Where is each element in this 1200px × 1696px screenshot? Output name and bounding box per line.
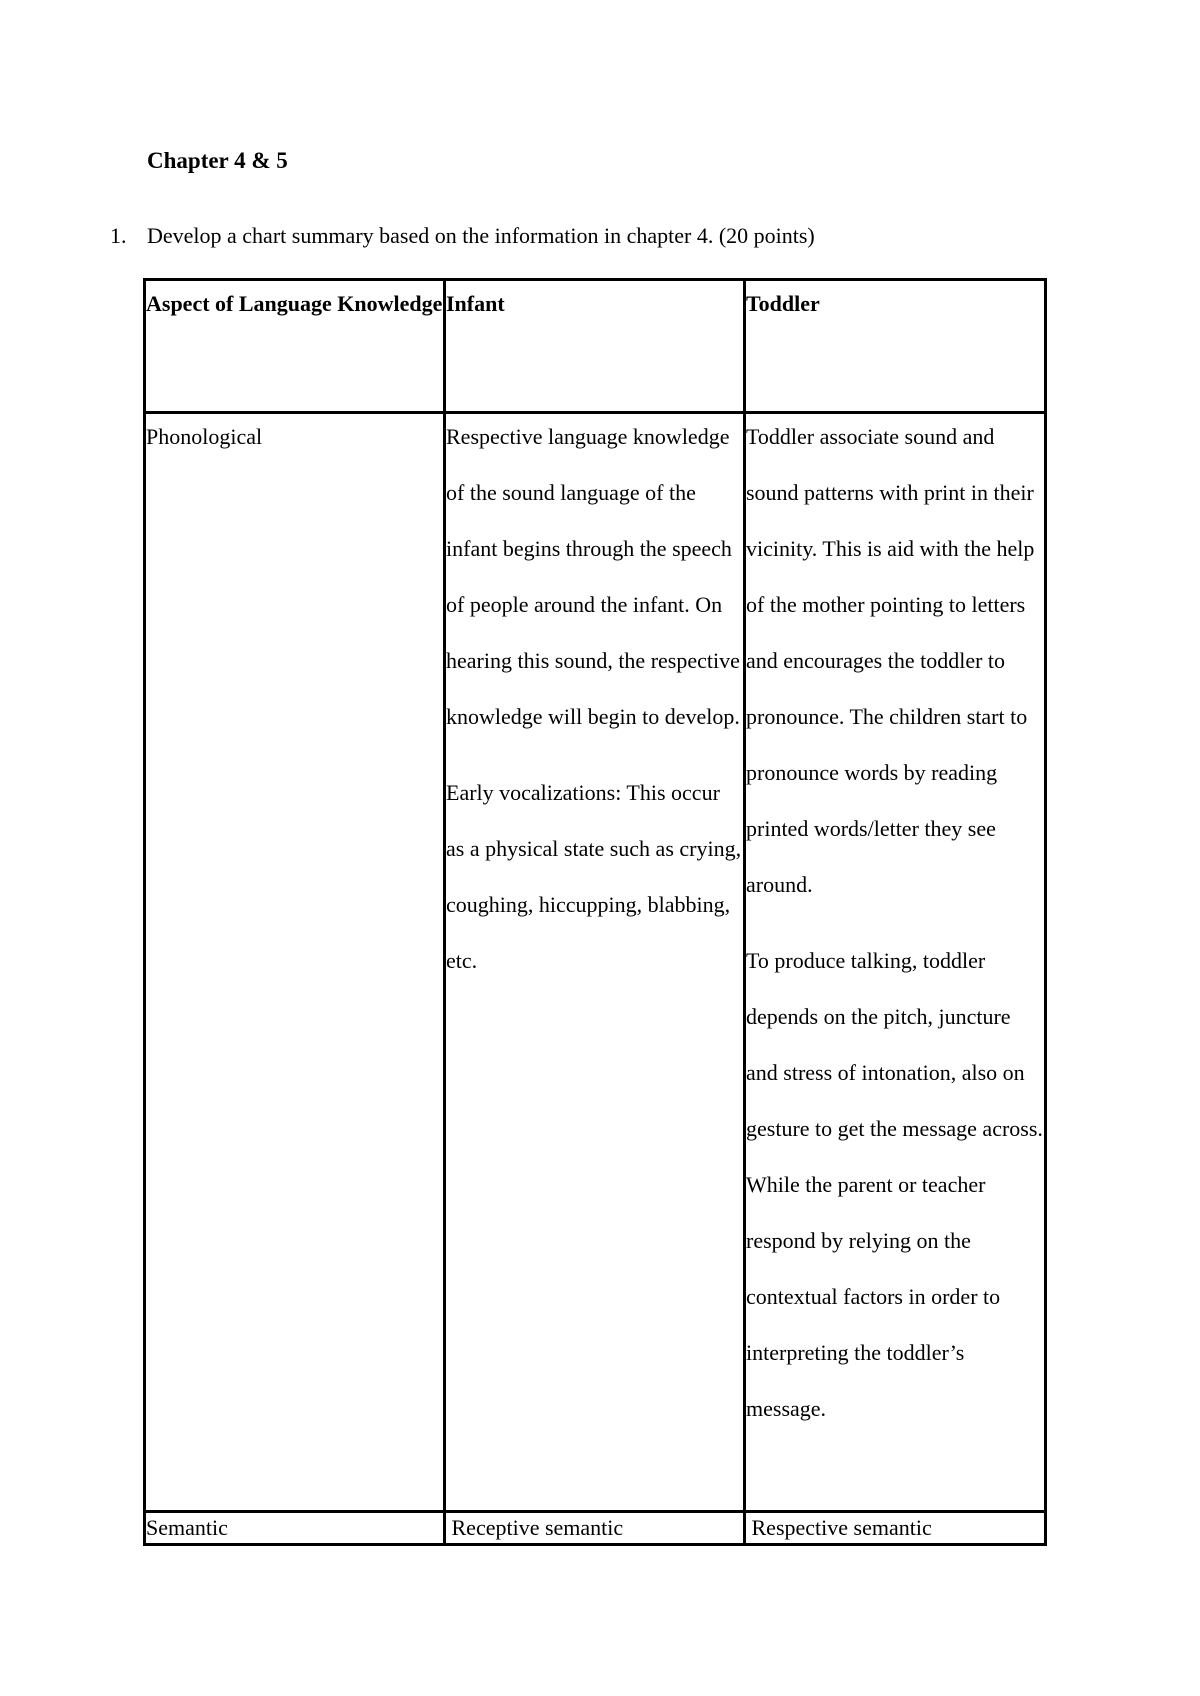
question-1 [110,221,815,251]
chart-summary-table [143,278,1047,1546]
question-text: Develop a chart summary based on the information in chapter 4. (20 points) [147,223,815,248]
cell-aspect-phonological: Phonological [145,413,445,1512]
cell-infant-phonological [445,413,745,1512]
table-row [145,413,1046,1512]
cell-infant-semantic: Receptive semantic [445,1512,745,1545]
table-row [145,1512,1046,1545]
chapter-heading: Chapter 4 & 5 [147,148,288,173]
header-infant: Infant [445,280,745,413]
toddler-phonological-para-1: Toddler associate sound and sound patterns with print in their vicinity. This is aid with the help of the mother pointing to letters and encourages the toddler to pronounce. The children start to pronounce words by reading printed words/letter they see around. [746,424,1035,897]
cell-toddler-phonological [745,413,1046,1512]
cell-aspect-semantic: Semantic [145,1512,445,1545]
question-number: 1. [110,223,127,248]
toddler-phonological-para-2: To produce talking, toddler depends on the pitch, juncture and stress of intonation, also on gesture to get the message across. While the parent or teacher respond by relying on the contextual factors in order to interpreting the toddler’s message. [746,948,1043,1421]
infant-phonological-para-2: Early vocalizations: This occur as a physical state such as crying, coughing, hiccupping, blabbing, etc. [446,780,742,973]
table-header-row [145,280,1046,413]
header-aspect: Aspect of Language Knowledge [145,280,445,413]
cell-toddler-semantic: Respective semantic [745,1512,1046,1545]
infant-phonological-para-1: Respective language knowledge of the sound language of the infant begins through the speech of people around the infant. On hearing this sound, the respective knowledge will begin to develop. [446,424,740,729]
header-toddler: Toddler [745,280,1046,413]
